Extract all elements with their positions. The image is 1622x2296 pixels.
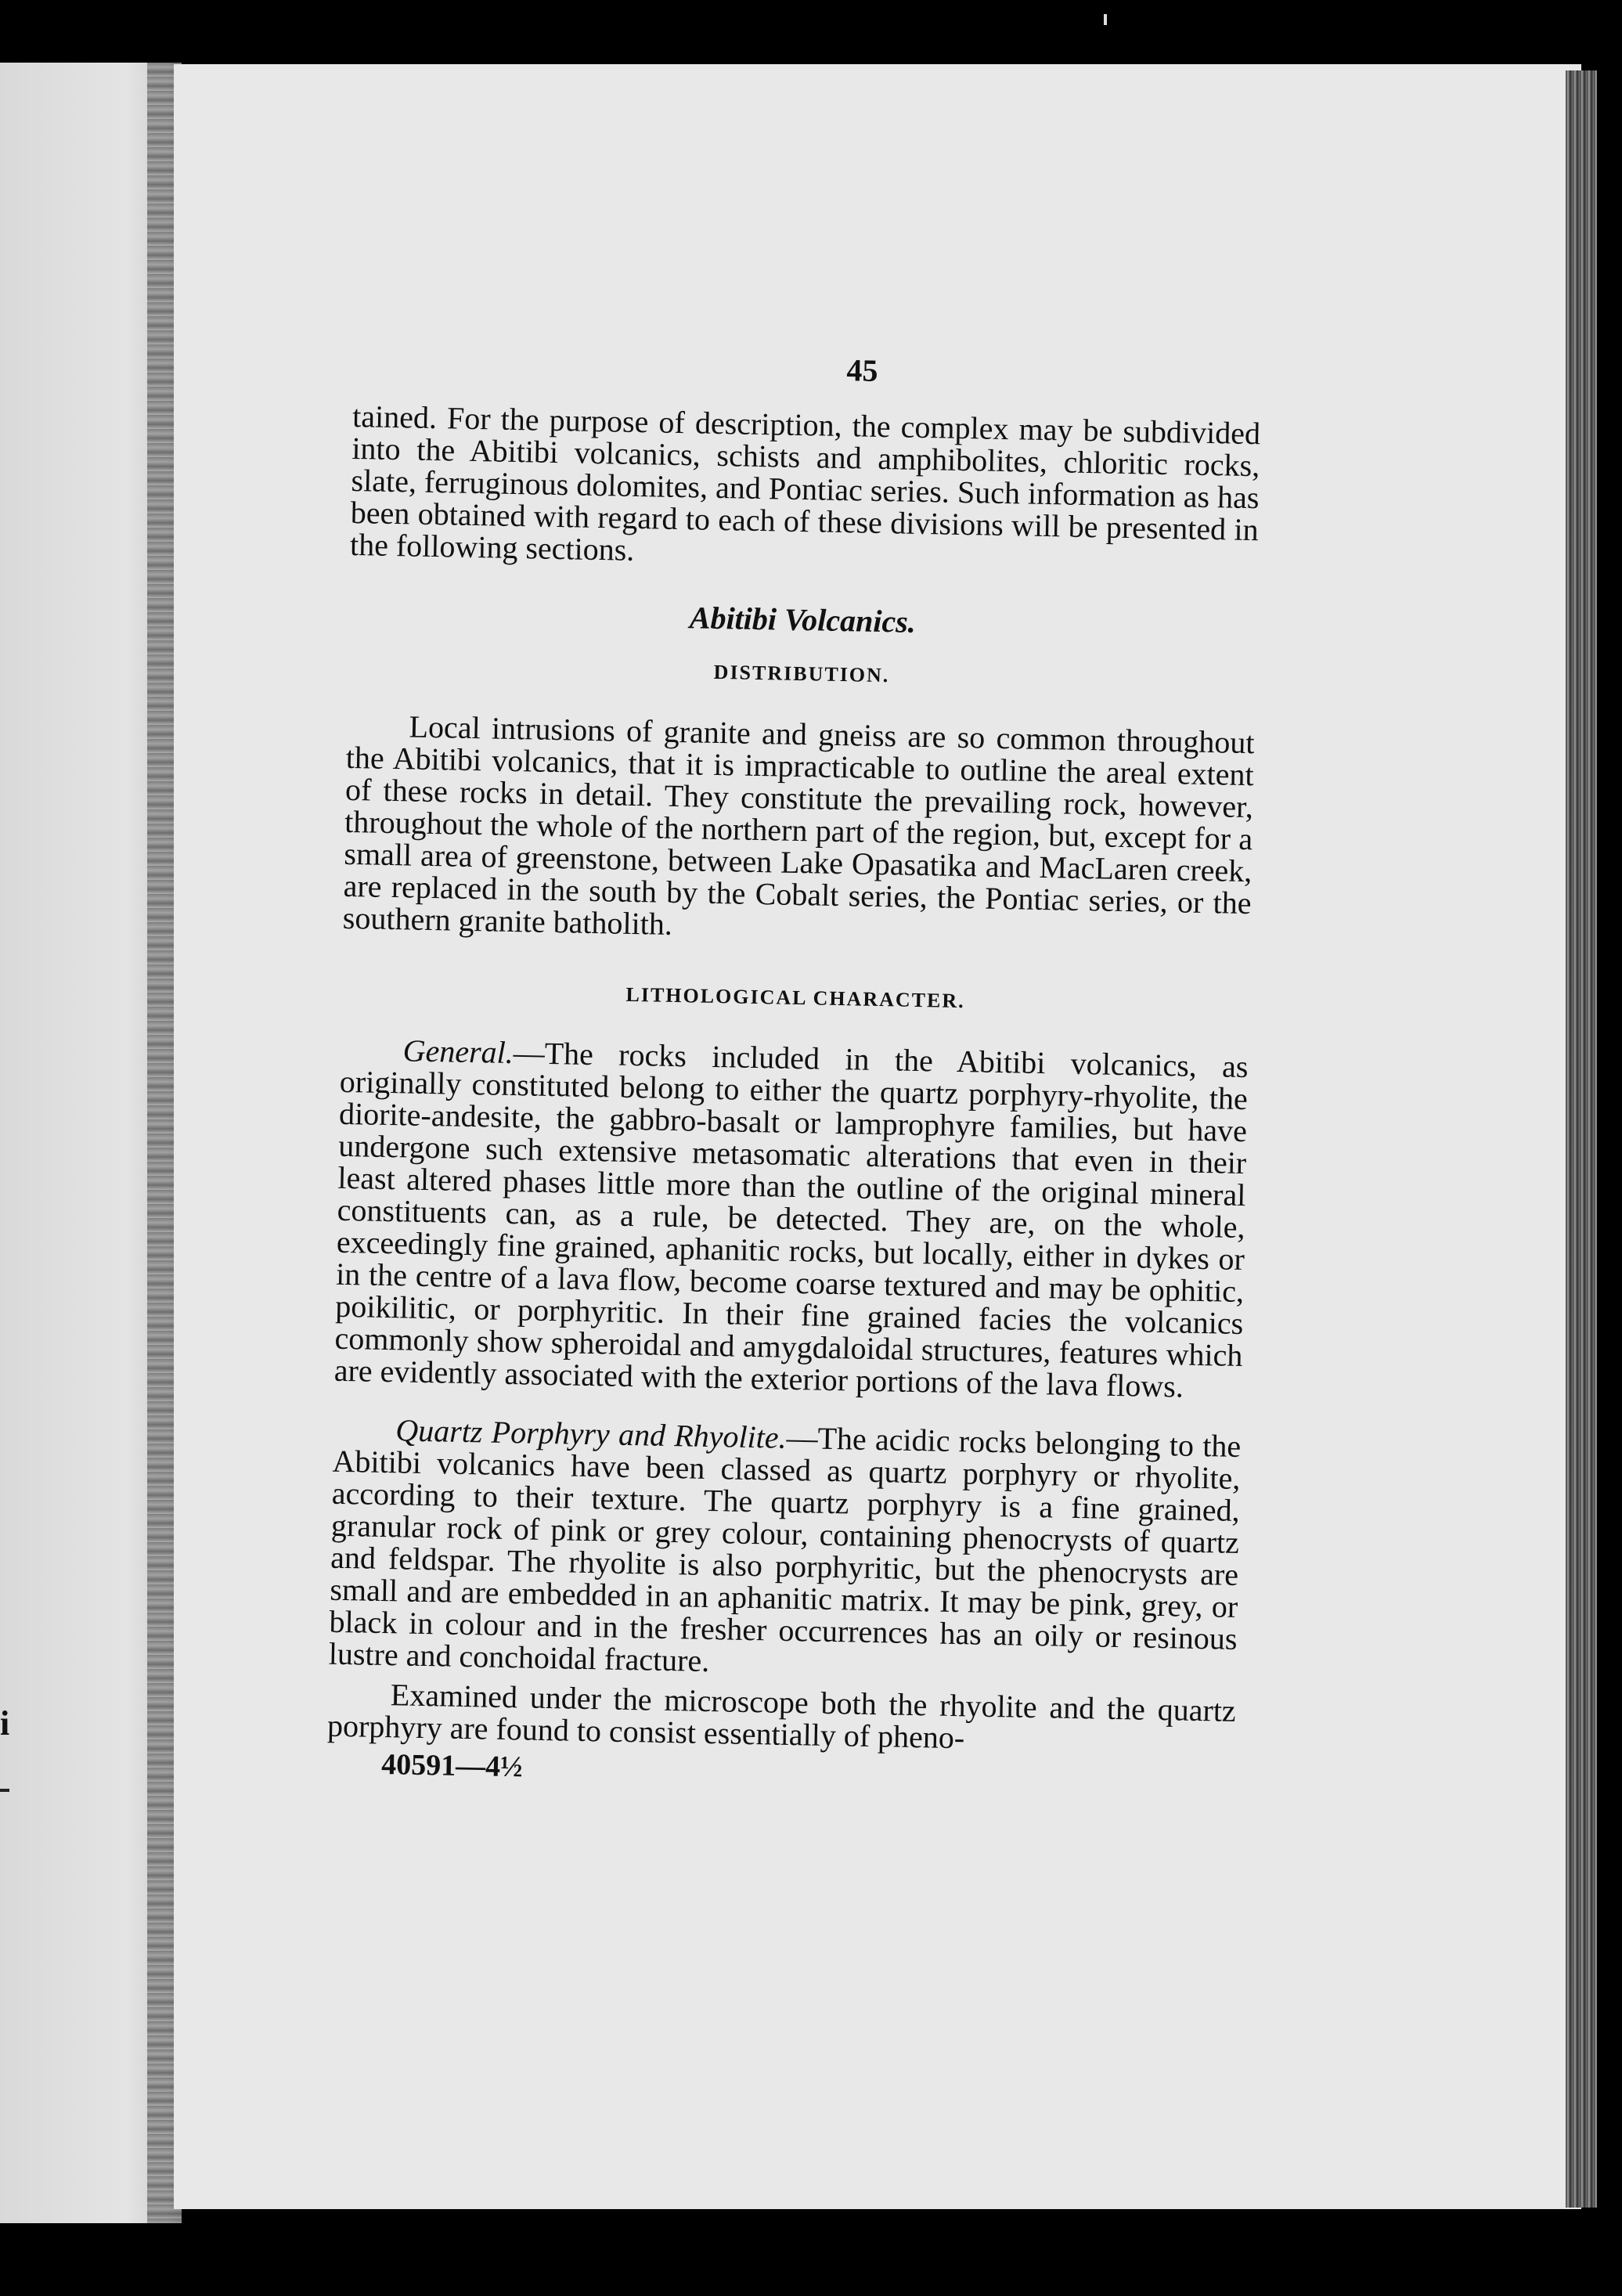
intro-paragraph: tained. For the purpose of description, the complex may be subdivided into the Abitibi volcanics, schists and amphibolites, chloritic rocks, slate, ferruginous dolomites, and Pontiac series. Such information as has been obtained with regard to each of these divisions will be presented in the following sections. (349, 398, 1261, 568)
page-number: 45 (846, 352, 878, 388)
signature-code: 40591—4½ (380, 1748, 524, 1784)
page-content (326, 344, 1262, 1797)
examined-paragraph: Examined under the microscope both the rhyolite and the quartz porphyry are found to consist essentially of pheno- (326, 1677, 1237, 1756)
left-page-glyph: i (0, 1704, 10, 1743)
page-stack-edge (1566, 70, 1597, 2208)
general-paragraph (333, 1033, 1248, 1404)
general-body: —The rocks included in the Abitibi volcanics, as originally constituted belong to either the quartz porphyry-rhyolite, the diorite-andesite, the gabbro-basalt or lamprophyre families, but have undergone such extensive metasomatic alterations that even in their least altered phases little more than the outline of the original mineral constituents can, as a rule, be detected. They are, on the whole, exceedingly fine grained, aphanitic rocks, but locally, either in dykes or in the centre of a lava flow, become coarse textured and may be ophitic, poikilitic, or porphyritic. In their fine grained facies the volcanics commonly show spheroidal and amygdaloidal structures, features which are evidently associated with the exterior portions of the lava flows. (333, 1035, 1249, 1404)
section-title: Abitibi Volcanics. (689, 600, 917, 640)
left-page-dash (0, 1789, 9, 1792)
subheading-lithological: LITHOLOGICAL CHARACTER. (625, 982, 965, 1013)
scan-speck (1104, 14, 1107, 25)
quartz-lead: Quartz Porphyry and Rhyolite. (395, 1412, 788, 1455)
general-lead: General. (402, 1033, 514, 1071)
distribution-paragraph: Local intrusions of granite and gneiss are so common throughout the Abitibi volcanics, that it is impracticable to outline the areal extent of these rocks in detail. They constitute the prevailing rock, however, throughout the whole of the northern part of the region, but, except for a small area of greenstone, between Lake Opasatika and MacLaren creek, are replaced in the south by the Cobalt series, the Pontiac series, or the southern granite batholith. (342, 708, 1255, 942)
subheading-distribution: DISTRIBUTION. (713, 660, 890, 687)
quartz-paragraph (328, 1413, 1241, 1687)
quartz-body: —The acidic rocks belonging to the Abitibi volcanics have been classed as quartz porphyry or rhyolite, according to their texture. The quartz porphyry is a fine grained, granular rock of pink or grey colour, containing phenocrysts of quartz and feldspar. The rhyolite is also porphyritic, but the phenocrysts are small and are embedded in an aphanitic matrix. It may be pink, grey, or black in colour and in the fresher occurrences has an oily or resinous lustre and conchoidal fracture. (328, 1419, 1242, 1679)
